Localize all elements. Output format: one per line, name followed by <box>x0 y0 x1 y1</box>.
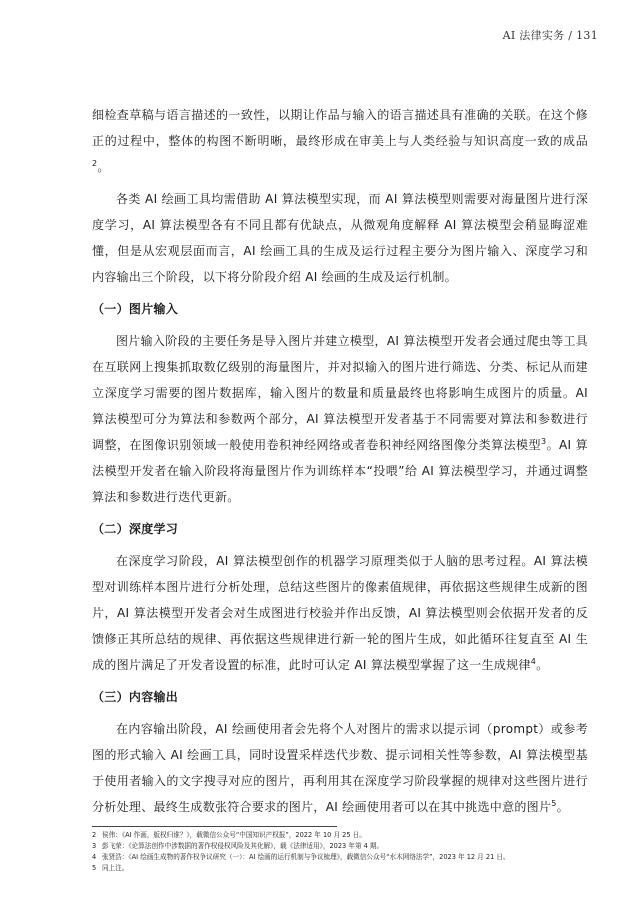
footnote-number: 2 <box>92 831 97 839</box>
paragraph-intro: 各类 AI 绘画工具均需借助 AI 算法模型实现，而 AI 算法模型则需要对海量图片进行深度学习，AI 算法模型各有不同且都有优缺点，从微观角度解释 AI 算法模型会稍显晦涩难懂，但是从宏观层面而言，AI 绘画工具的生成及运行过程主要分为图片输入、深度学习和内容输出三个阶段，以下将分阶段介绍 AI 绘画的生成及运行机制。 <box>92 192 588 284</box>
footnote-text: 张贤浩：《AI 绘画生成物的著作权争议研究（一）：AI 绘画的运行机制与争议梳理》，载微信公众号“水木网络法学”，2023 年 12 月 21 日。 <box>102 853 510 861</box>
paragraph-deep-learning <box>92 548 588 678</box>
footnote-2 <box>92 830 588 841</box>
footnote-text: 彭飞荣：《论算法创作中涉数据的著作权侵权风险及其化解》，载《法律适用》，2023 年第 4 期。 <box>102 842 384 850</box>
paragraph-image-input <box>92 328 588 510</box>
running-header: AI 法律实务 / 131 <box>502 29 598 42</box>
footnote-4 <box>92 852 588 863</box>
section-heading-content-output: （三）内容输出 <box>92 690 179 704</box>
footnote-number: 4 <box>92 853 97 861</box>
paragraph-text-continued: 。AI 算法模型开发者在输入阶段将海量图片作为训练样本“投喂”给 AI 算法模型学习，并通过调整算法和参数进行迭代更新。 <box>92 438 588 504</box>
paragraph-text: 在内容输出阶段，AI 绘画使用者会先将个人对图片的需求以提示词（prompt）或参考图的形式输入 AI 绘画工具，同时设置采样迭代步数、提示词相关性等参数，AI 算法模型基于使用者输入的文字搜寻对应的图片，再利用其在深度学习阶段掌握的规律对这些图片进行分析处理、最终生成数张符合要求的图片，AI 绘画使用者可以在其中挑选中意的图片 <box>92 722 588 814</box>
main-content <box>92 102 588 820</box>
footnote-ref-2[interactable]: 2 <box>92 159 98 168</box>
footnote-3 <box>92 841 588 852</box>
footnote-text: 同上注。 <box>102 864 129 872</box>
footnotes <box>92 826 588 874</box>
paragraph-text: 图片输入阶段的主要任务是导入图片并建立模型，AI 算法模型开发者会通过爬虫等工具在互联网上搜集抓取数亿级别的海量图片，并对拟输入的图片进行筛选、分类、标记从而建立深度学习需要的图片数据库，输入图片的数量和质量最终也将影响生成图片的质量。AI 算法模型可分为算法和参数两个部分，AI 算法模型开发者基于不同需要对算法和参数进行调整，在图像识别领域一般使用卷积神经网络或者卷积神经网络图像分类算法模型 <box>92 334 588 452</box>
section-heading-deep-learning: （二）深度学习 <box>92 522 179 536</box>
footnote-5 <box>92 863 588 874</box>
footnote-ref-4[interactable]: 4 <box>530 657 537 666</box>
footnote-ref-5[interactable]: 5 <box>551 799 557 808</box>
footnote-ref-3[interactable]: 3 <box>541 437 547 446</box>
paragraph-text: 细检查草稿与语言描述的一致性，以期让作品与输入的语言描述具有准确的关联。在这个修正的过程中，整体的构图不断明晰，最终形成在审美上与人类经验与知识高度一致的成品 <box>92 108 588 148</box>
paragraph-text: 在深度学习阶段，AI 算法模型创作的机器学习原理类似于人脑的思考过程。AI 算法模型对训练样本图片进行分析处理，总结这些图片的像素值规律，再依据这些规律生成新的图片，AI 算法模型开发者会对生成图进行校验并作出反馈，AI 算法模型则会依据开发者的反馈修正其所总结的规律、再依据这些规律进行新一轮的图片生成，如此循环往复直至 AI 生成的图片满足了开发者设置的标准，此时可认定 AI 算法模型掌握了这一生成规律 <box>92 554 588 672</box>
paragraph-continued <box>92 102 588 180</box>
footnote-number: 3 <box>92 842 97 850</box>
footnote-number: 5 <box>92 864 97 872</box>
paragraph-end: 。 <box>97 160 110 174</box>
paragraph-content-output <box>92 716 588 820</box>
paragraph-end: 。 <box>556 800 569 814</box>
section-heading-image-input: （一）图片输入 <box>92 302 179 316</box>
footnote-text: 侯伟：《AI 作画，版权归谁？》，载微信公众号“中国知识产权报”，2022 年 10 月 25 日。 <box>102 831 366 839</box>
footnote-divider <box>92 826 337 827</box>
paragraph-end: 。 <box>536 658 549 672</box>
